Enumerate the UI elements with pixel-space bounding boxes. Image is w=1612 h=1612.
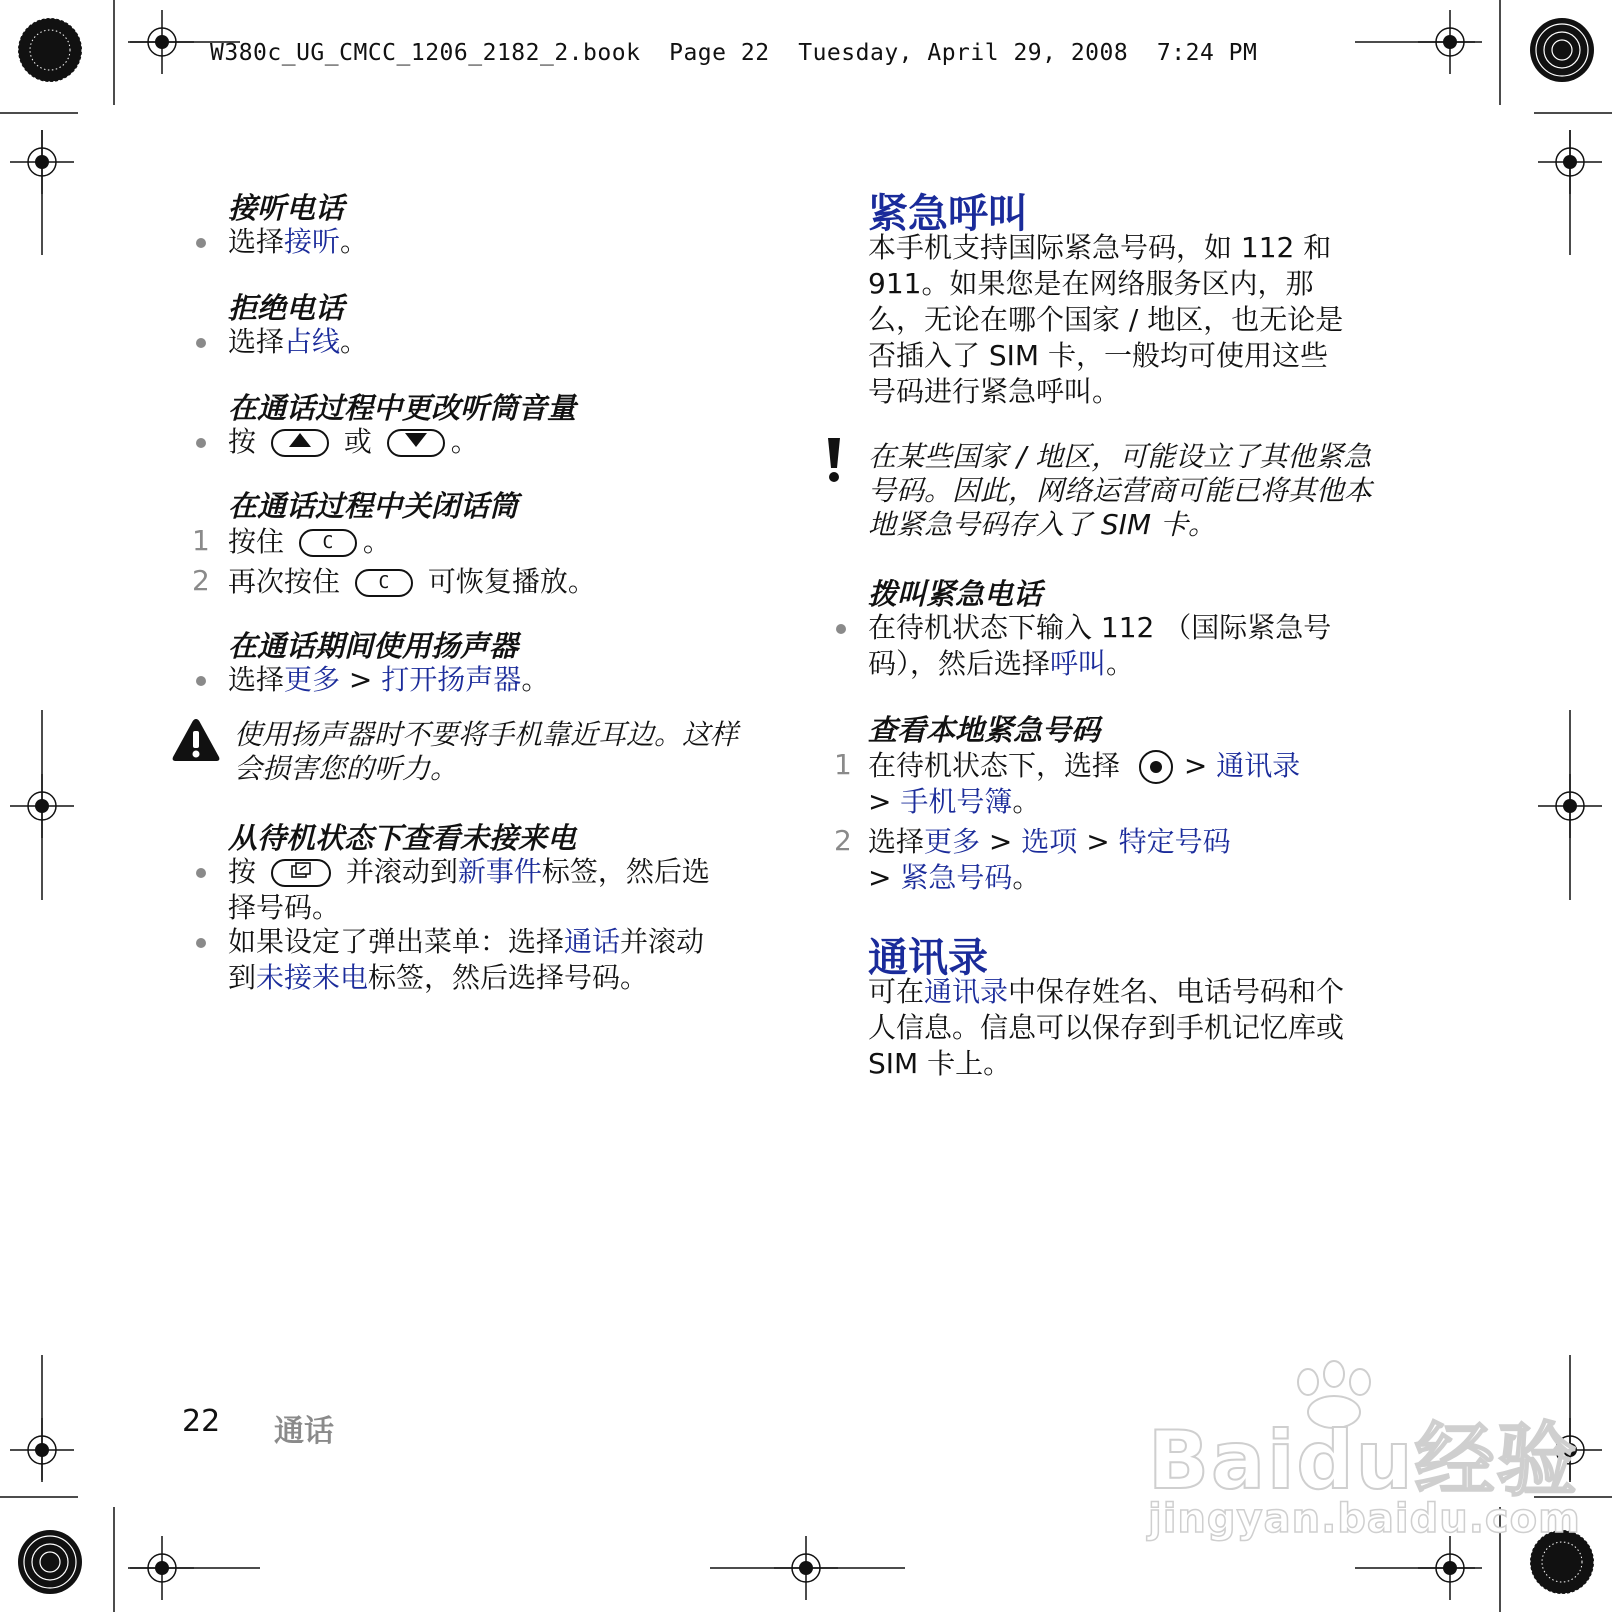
view-step-1-cont: > 手机号簿。: [868, 785, 1041, 818]
link-call[interactable]: 呼叫: [1050, 647, 1107, 680]
missed-calls-step-2: 如果设定了弹出菜单：选择通话并滚动: [228, 925, 705, 958]
volume-up-key-icon: [271, 429, 329, 457]
step-number: 1: [834, 748, 852, 781]
contacts-body-line3: SIM 卡上。: [868, 1047, 1012, 1080]
missed-calls-step-1-cont: 择号码。: [228, 891, 341, 924]
step-number: 2: [192, 564, 210, 597]
heading-view-local-emergency: 查看本地紧急号码: [868, 713, 1101, 747]
volume-down-key-icon: [387, 429, 445, 457]
mute-step-2: 再次按住 C 可恢复播放。: [228, 565, 596, 598]
bullet: [196, 676, 206, 686]
link-special-numbers[interactable]: 特定号码: [1118, 825, 1231, 858]
answer-call-step: 选择接听。: [228, 225, 369, 258]
bullet: [836, 624, 846, 634]
bullet: [196, 338, 206, 348]
dial-step-line2: 码），然后选择呼叫。: [868, 647, 1135, 680]
heading-emergency-calls: 紧急呼叫: [868, 191, 1028, 237]
heading-reject-call: 拒绝电话: [228, 291, 345, 325]
print-header: W380c_UG_CMCC_1206_2182_2.book Page 22 Tuesday, April 29, 2008 7:24 PM: [210, 40, 1258, 66]
nav-select-key-icon: [1139, 750, 1173, 784]
bullet: [196, 938, 206, 948]
warning-text: 使用扬声器时不要将手机靠近耳边。这样 会损害您的听力。: [234, 718, 739, 785]
heading-earpiece-volume: 在通话过程中更改听筒音量: [228, 391, 577, 425]
view-step-2-cont: > 紧急号码。: [868, 861, 1041, 894]
heading-answer-call: 接听电话: [228, 191, 345, 225]
watermark-logo-text: Baidu经验: [1148, 1414, 1579, 1507]
link-more[interactable]: 更多: [924, 825, 981, 858]
contacts-body-line2: 人信息。信息可以保存到手机记忆库或: [868, 1011, 1345, 1044]
link-options[interactable]: 选项: [1021, 825, 1078, 858]
heading-dial-emergency: 拨叫紧急电话: [868, 577, 1043, 611]
section-name: 通话: [274, 1414, 334, 1449]
dial-step-line1: 在待机状态下输入 112 （国际紧急号: [868, 611, 1332, 644]
link-phone-contacts[interactable]: 手机号簿: [900, 785, 1013, 818]
bullet: [196, 238, 206, 248]
heading-speaker: 在通话期间使用扬声器: [228, 629, 519, 663]
view-step-1: 在待机状态下，选择 > 通讯录: [868, 749, 1301, 782]
note-exclamation-icon: [822, 436, 846, 484]
link-more[interactable]: 更多: [284, 663, 341, 696]
clear-key-icon: C: [355, 569, 413, 597]
watermark-url: jingyan.baidu.com: [1148, 1496, 1581, 1542]
reject-call-step: 选择占线。: [228, 325, 369, 358]
bullet: [196, 438, 206, 448]
activity-menu-key-icon: [271, 859, 331, 887]
link-busy[interactable]: 占线: [284, 325, 341, 358]
bullet: [196, 868, 206, 878]
emergency-body: 本手机支持国际紧急号码，如 112 和 911。如果您是在网络服务区内，那 么，无论在哪个国家 / 地区，也无论是 否插入了 SIM 卡，一般均可使用这些 号码进行紧急呼叫。: [868, 231, 1344, 408]
missed-calls-step-1: 按 并滚动到新事件标签，然后选: [228, 855, 710, 888]
view-step-2: 选择更多 > 选项 > 特定号码: [868, 825, 1231, 858]
link-answer[interactable]: 接听: [284, 225, 341, 258]
emergency-note: 在某些国家 / 地区，可能设立了其他紧急 号码。因此，网络运营商可能已将其他本 地紧急号码存入了 SIM 卡。: [868, 440, 1373, 541]
link-contacts[interactable]: 通讯录: [924, 975, 1009, 1008]
link-calls[interactable]: 通话: [564, 925, 621, 958]
missed-calls-step-2-cont: 到未接来电标签，然后选择号码。: [228, 961, 649, 994]
link-contacts[interactable]: 通讯录: [1216, 749, 1301, 782]
clear-key-icon: C: [299, 529, 357, 557]
link-turn-on-speaker[interactable]: 打开扬声器: [381, 663, 522, 696]
volume-step: 按 或 。: [228, 425, 479, 458]
heading-missed-calls: 从待机状态下查看未接来电: [228, 821, 577, 855]
link-missed-calls[interactable]: 未接来电: [256, 961, 369, 994]
heading-mute-mic: 在通话过程中关闭话筒: [228, 489, 519, 523]
step-number: 2: [834, 824, 852, 857]
heading-contacts: 通讯录: [868, 935, 988, 981]
step-number: 1: [192, 524, 210, 557]
page-number: 22: [182, 1404, 221, 1439]
contacts-body-line1: 可在通讯录中保存姓名、电话号码和个: [868, 975, 1345, 1008]
link-emergency-numbers[interactable]: 紧急号码: [900, 861, 1013, 894]
speaker-step: 选择更多 > 打开扬声器。: [228, 663, 550, 696]
warning-icon: [170, 716, 222, 764]
link-new-events[interactable]: 新事件: [457, 855, 542, 888]
mute-step-1: 按住 C 。: [228, 525, 391, 558]
